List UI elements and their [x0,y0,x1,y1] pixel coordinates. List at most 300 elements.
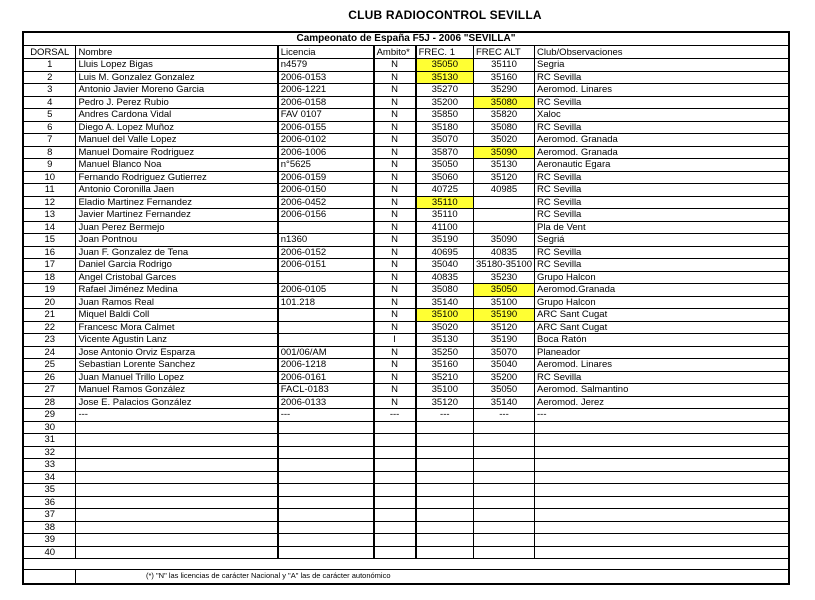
table-row [24,84,788,97]
cell-licencia [278,421,374,434]
cell-ambito: N [374,284,416,297]
cell-frec1 [416,471,474,484]
cell-nombre: Luis M. Gonzalez Gonzalez [76,71,278,84]
cell-frecalt [474,421,535,434]
col-header-frecalt: FREC ALT [474,46,535,59]
cell-frec1: 35270 [416,84,474,97]
col-header-licencia: Licencia [278,46,374,59]
cell-frecalt [474,546,535,559]
cell-club [535,496,789,509]
cell-dorsal: 24 [24,346,76,359]
cell-frecalt: 35290 [474,84,535,97]
cell-licencia [278,221,374,234]
cell-licencia: 2006-0151 [278,259,374,272]
cell-licencia [278,471,374,484]
table-row [24,546,788,559]
cell-licencia [278,459,374,472]
cell-club: RC Sevilla [535,259,789,272]
cell-frec1: 35080 [416,284,474,297]
cell-frecalt: 35040 [474,359,535,372]
cell-nombre: Manuel Domaire Rodriguez [76,146,278,159]
cell-club: Aeromod. Salmantino [535,384,789,397]
cell-dorsal: 36 [24,496,76,509]
cell-club [535,459,789,472]
cell-dorsal: 3 [24,84,76,97]
cell-nombre: Diego A. Lopez Muñoz [76,121,278,134]
cell-frec1: --- [416,409,474,422]
cell-dorsal: 28 [24,396,76,409]
cell-club: Grupo Halcon [535,296,789,309]
cell-dorsal: 30 [24,421,76,434]
cell-club: ARC Sant Cugat [535,309,789,322]
cell-nombre: Juan Manuel Trillo Lopez [76,371,278,384]
cell-frec1 [416,534,474,547]
cell-club: RC Sevilla [535,171,789,184]
cell-nombre: Daniel Garcia Rodrigo [76,259,278,272]
table-row [24,59,788,72]
cell-nombre: Jose Antonio Orviz Esparza [76,346,278,359]
cell-frec1 [416,446,474,459]
cell-dorsal: 40 [24,546,76,559]
cell-frec1: 35100 [416,384,474,397]
cell-frec1: 35100 [416,309,474,322]
cell-dorsal: 10 [24,171,76,184]
cell-nombre: Joan Pontnou [76,234,278,247]
table-row [24,121,788,134]
cell-club: RC Sevilla [535,71,789,84]
cell-ambito: N [374,346,416,359]
cell-licencia: FACL-0183 [278,384,374,397]
cell-frec1: 35200 [416,96,474,109]
cell-ambito: N [374,371,416,384]
table-row [24,234,788,247]
cell-frec1: 35250 [416,346,474,359]
cell-nombre [76,534,278,547]
cell-dorsal: 11 [24,184,76,197]
cell-club [535,534,789,547]
cell-dorsal: 32 [24,446,76,459]
club-title: CLUB RADIOCONTROL SEVILLA [348,8,542,22]
table-row [24,184,788,197]
cell-club: RC Sevilla [535,371,789,384]
cell-frec1: 41100 [416,221,474,234]
cell-ambito: N [374,96,416,109]
cell-club: Aeromod. Jerez [535,396,789,409]
cell-ambito: N [374,121,416,134]
cell-frec1 [416,546,474,559]
cell-nombre [76,509,278,522]
cell-licencia: 2006-0150 [278,184,374,197]
cell-dorsal: 12 [24,196,76,209]
cell-frecalt: 35080 [474,96,535,109]
cell-dorsal: 38 [24,521,76,534]
cell-frecalt: 35190 [474,309,535,322]
cell-frec1 [416,459,474,472]
table-row [24,371,788,384]
cell-frec1: 40835 [416,271,474,284]
cell-licencia [278,509,374,522]
cell-licencia: 2006-0153 [278,71,374,84]
table-row [24,284,788,297]
cell-dorsal: 4 [24,96,76,109]
table-row [24,221,788,234]
cell-dorsal: 27 [24,384,76,397]
cell-frec1: 35130 [416,71,474,84]
cell-licencia: --- [278,409,374,422]
col-header-club: Club/Observaciones [535,46,789,59]
cell-ambito: N [374,59,416,72]
cell-dorsal: 20 [24,296,76,309]
cell-dorsal: 23 [24,334,76,347]
cell-nombre [76,459,278,472]
cell-ambito: N [374,259,416,272]
cell-club [535,421,789,434]
table-row [24,321,788,334]
cell-ambito: I [374,334,416,347]
cell-ambito: N [374,71,416,84]
cell-frec1: 35020 [416,321,474,334]
cell-frecalt: 35190 [474,334,535,347]
cell-frecalt: 35090 [474,146,535,159]
cell-nombre: Antonio Coronilla Jaen [76,184,278,197]
table-row [24,171,788,184]
cell-club: Aeromod. Granada [535,146,789,159]
cell-ambito: N [374,384,416,397]
cell-ambito: N [374,359,416,372]
cell-club [535,434,789,447]
cell-frec1: 35870 [416,146,474,159]
cell-frec1: 35850 [416,109,474,122]
cell-frec1: 35180 [416,121,474,134]
cell-frecalt: 35020 [474,134,535,147]
cell-dorsal: 14 [24,221,76,234]
table-row [24,209,788,222]
cell-licencia [278,309,374,322]
cell-licencia [278,496,374,509]
cell-frecalt: 35080 [474,121,535,134]
cell-club: Planeador [535,346,789,359]
cell-licencia: 2006-0152 [278,246,374,259]
cell-nombre: Rafael Jiménez Medina [76,284,278,297]
table-row [24,409,788,422]
table-row [24,309,788,322]
cell-ambito: N [374,109,416,122]
cell-nombre: Juan Perez Bermejo [76,221,278,234]
cell-licencia: 2006-0156 [278,209,374,222]
cell-dorsal: 29 [24,409,76,422]
cell-frec1: 35060 [416,171,474,184]
cell-dorsal: 18 [24,271,76,284]
cell-frecalt: 35050 [474,384,535,397]
cell-club: Xaloc [535,109,789,122]
cell-nombre [76,546,278,559]
cell-club: Aeromod. Granada [535,134,789,147]
cell-ambito: N [374,146,416,159]
cell-frec1 [416,496,474,509]
cell-club: Grupo Halcon [535,271,789,284]
cell-dorsal: 25 [24,359,76,372]
cell-frec1 [416,421,474,434]
cell-ambito: N [374,271,416,284]
cell-frecalt [474,509,535,522]
cell-ambito: N [374,396,416,409]
cell-ambito [374,521,416,534]
cell-licencia [278,271,374,284]
cell-licencia: 2006-0133 [278,396,374,409]
cell-dorsal: 39 [24,534,76,547]
table-row [24,384,788,397]
cell-nombre: Miquel Baldi Coll [76,309,278,322]
cell-nombre: Manuel del Valle Lopez [76,134,278,147]
cell-frecalt: 35090 [474,234,535,247]
cell-licencia: 2006-0102 [278,134,374,147]
competitors-table [24,46,788,559]
cell-nombre: Juan Ramos Real [76,296,278,309]
cell-frecalt [474,471,535,484]
cell-licencia: n°5625 [278,159,374,172]
cell-ambito [374,509,416,522]
cell-dorsal: 1 [24,59,76,72]
cell-licencia [278,534,374,547]
cell-dorsal: 34 [24,471,76,484]
cell-ambito [374,459,416,472]
cell-frecalt [474,434,535,447]
cell-club [535,446,789,459]
table-row [24,396,788,409]
cell-licencia: 2006-1221 [278,84,374,97]
cell-nombre [76,446,278,459]
cell-licencia [278,546,374,559]
cell-club [535,546,789,559]
cell-ambito [374,446,416,459]
cell-ambito: N [374,84,416,97]
cell-frec1: 35130 [416,334,474,347]
cell-club: RC Sevilla [535,184,789,197]
table-row [24,446,788,459]
cell-licencia: 2006-0155 [278,121,374,134]
cell-nombre: Javier Martinez Fernandez [76,209,278,222]
cell-dorsal: 35 [24,484,76,497]
cell-licencia: 2006-1218 [278,359,374,372]
cell-ambito [374,471,416,484]
col-header-ambito: Ambito* [374,46,416,59]
cell-frec1 [416,484,474,497]
cell-frecalt [474,459,535,472]
cell-frecalt: 35120 [474,321,535,334]
cell-nombre [76,484,278,497]
cell-frecalt: 35140 [474,396,535,409]
cell-ambito [374,534,416,547]
cell-dorsal: 33 [24,459,76,472]
table-row [24,521,788,534]
cell-frecalt: 35820 [474,109,535,122]
cell-frecalt: 35070 [474,346,535,359]
cell-club [535,509,789,522]
cell-dorsal: 15 [24,234,76,247]
cell-ambito [374,496,416,509]
cell-club: Aeromod. Linares [535,84,789,97]
cell-frec1 [416,521,474,534]
cell-frecalt: 35230 [474,271,535,284]
cell-licencia: n4579 [278,59,374,72]
cell-club: Aeromod. Linares [535,359,789,372]
championship-subtitle: Campeonato de España F5J - 2006 "SEVILLA" [24,33,788,46]
table-row [24,71,788,84]
cell-licencia: 2006-0159 [278,171,374,184]
cell-club [535,521,789,534]
table-row [24,359,788,372]
cell-nombre [76,434,278,447]
cell-dorsal: 6 [24,121,76,134]
table-row [24,271,788,284]
col-header-nombre: Nombre [76,46,278,59]
footnote: (*) "N" las licencias de carácter Nacional y "A" las de carácter autonómico [76,569,790,581]
table-row [24,96,788,109]
table-row [24,484,788,497]
cell-ambito: --- [374,409,416,422]
cell-licencia: 2006-0161 [278,371,374,384]
cell-frecalt: 35050 [474,284,535,297]
table-row [24,459,788,472]
cell-nombre: Antonio Javier Moreno Garcia [76,84,278,97]
cell-frec1 [416,509,474,522]
cell-nombre: Andres Cardona Vidal [76,109,278,122]
cell-dorsal: 22 [24,321,76,334]
cell-frecalt: 40835 [474,246,535,259]
footnote-left-cell [24,569,76,583]
cell-frec1: 40695 [416,246,474,259]
cell-licencia: 2006-0452 [278,196,374,209]
cell-nombre: Manuel Blanco Noa [76,159,278,172]
cell-frec1: 35120 [416,396,474,409]
cell-ambito: N [374,296,416,309]
cell-club: Pla de Vent [535,221,789,234]
cell-frec1: 35110 [416,209,474,222]
cell-frec1 [416,434,474,447]
cell-club: Segria [535,59,789,72]
cell-club: RC Sevilla [535,209,789,222]
cell-nombre: --- [76,409,278,422]
cell-frecalt: --- [474,409,535,422]
cell-licencia [278,521,374,534]
cell-frecalt [474,534,535,547]
cell-club: RC Sevilla [535,121,789,134]
cell-nombre: Francesc Mora Calmet [76,321,278,334]
cell-frecalt: 35120 [474,171,535,184]
table-row [24,134,788,147]
cell-ambito: N [374,209,416,222]
cell-licencia: 001/06/AM [278,346,374,359]
cell-frec1: 35070 [416,134,474,147]
cell-dorsal: 37 [24,509,76,522]
table-header-row [24,46,788,59]
table-row [24,246,788,259]
cell-licencia: 2006-0158 [278,96,374,109]
cell-nombre: Juan F. Gonzalez de Tena [76,246,278,259]
cell-nombre [76,521,278,534]
cell-ambito [374,484,416,497]
table-row [24,296,788,309]
cell-licencia: 101.218 [278,296,374,309]
cell-dorsal: 7 [24,134,76,147]
cell-licencia: FAV 0107 [278,109,374,122]
cell-club: Aeronautic Egara [535,159,789,172]
cell-dorsal: 9 [24,159,76,172]
cell-club: RC Sevilla [535,246,789,259]
cell-frec1: 35050 [416,59,474,72]
cell-nombre: Pedro J. Perez Rubio [76,96,278,109]
cell-frecalt [474,484,535,497]
cell-ambito: N [374,221,416,234]
cell-dorsal: 8 [24,146,76,159]
cell-nombre [76,471,278,484]
cell-nombre: Eladio Martinez Fernandez [76,196,278,209]
cell-dorsal: 26 [24,371,76,384]
table-row [24,509,788,522]
cell-frec1: 35160 [416,359,474,372]
cell-frecalt [474,196,535,209]
table-row [24,259,788,272]
cell-club: Boca Ratón [535,334,789,347]
cell-licencia: 2006-0105 [278,284,374,297]
cell-frecalt: 35110 [474,59,535,72]
table-row [24,496,788,509]
cell-ambito: N [374,184,416,197]
cell-dorsal: 17 [24,259,76,272]
cell-club [535,471,789,484]
table-row [24,421,788,434]
cell-dorsal: 21 [24,309,76,322]
cell-frecalt [474,521,535,534]
cell-nombre: Angel Cristobal Garces [76,271,278,284]
table-row [24,159,788,172]
table-row [24,534,788,547]
cell-frecalt [474,209,535,222]
cell-nombre: Fernando Rodriguez Gutierrez [76,171,278,184]
cell-club: ARC Sant Cugat [535,321,789,334]
cell-frecalt [474,446,535,459]
cell-club: Aeromod.Granada [535,284,789,297]
table-row [24,334,788,347]
cell-licencia: 2006-1006 [278,146,374,159]
cell-ambito: N [374,246,416,259]
championship-sheet [22,31,790,585]
cell-ambito [374,434,416,447]
cell-frec1: 35050 [416,159,474,172]
cell-frec1: 35210 [416,371,474,384]
cell-frecalt: 35100 [474,296,535,309]
cell-frec1: 40725 [416,184,474,197]
table-row [24,346,788,359]
col-header-dorsal: DORSAL [24,46,76,59]
cell-club: RC Sevilla [535,196,789,209]
cell-club: --- [535,409,789,422]
cell-ambito: N [374,321,416,334]
cell-frecalt: 35200 [474,371,535,384]
cell-dorsal: 13 [24,209,76,222]
cell-club [535,484,789,497]
cell-frecalt: 35180-35100 [474,259,535,272]
cell-licencia [278,434,374,447]
cell-dorsal: 31 [24,434,76,447]
cell-ambito: N [374,171,416,184]
cell-licencia [278,446,374,459]
cell-frecalt: 40985 [474,184,535,197]
cell-frecalt [474,221,535,234]
cell-ambito: N [374,159,416,172]
cell-ambito [374,546,416,559]
cell-club: RC Sevilla [535,96,789,109]
